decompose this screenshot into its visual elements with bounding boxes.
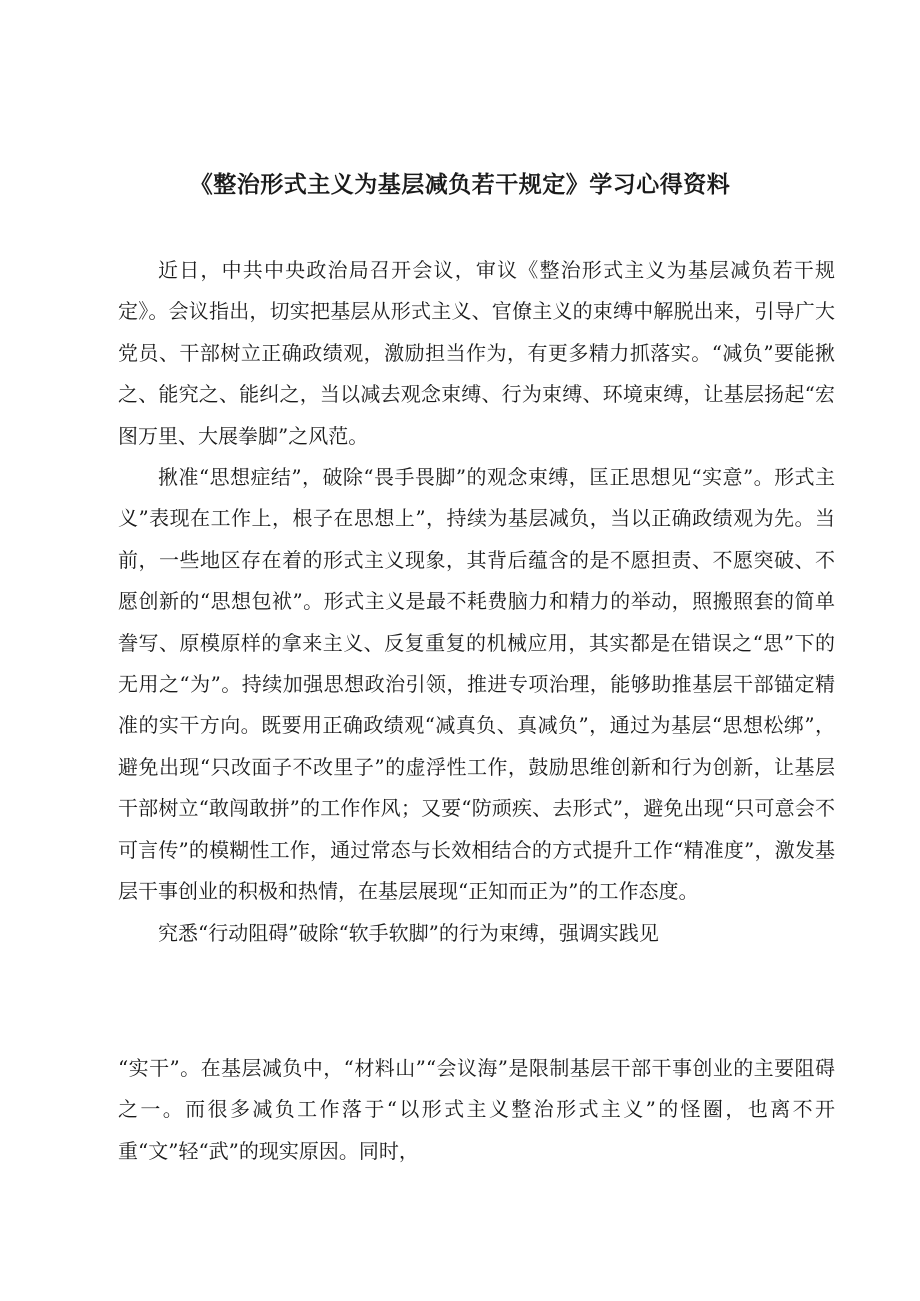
paragraph: 近日，中共中央政治局召开会议，审议《整治形式主义为基层减负若干规定》。会议指出，切实把基层从形式主义、官僚主义的束缚中解脱出来，引导广大党员、干部树立正确政绩观，激励担当作为，有更多精力抓落实。“减负”要能揪之、能究之、能纠之，当以减去观念束缚、行为束缚、环境束缚，让基层扬起“宏图万里、大展拳脚”之风范。 xyxy=(118,258,835,448)
document-title: 《整治形式主义为基层减负若干规定》学习心得资料 xyxy=(189,172,731,198)
paragraph: “实干”。在基层减负中，“材料山”“会议海”是限制基层干部干事创业的主要阻碍之一。而很多减负工作落于“以形式主义整治形式主义”的怪圈，也离不开重“文”轻“武”的现实原因。同时， xyxy=(118,1056,835,1163)
paragraph: 揪准“思想症结”，破除“畏手畏脚”的观念束缚，匡正思想见“实意”。形式主义”表现在工作上，根子在思想上”，持续为基层减负，当以正确政绩观为先。当前，一些地区存在着的形式主义现象，其背后蕴含的是不愿担责、不愿突破、不愿创新的“思想包袱”。形式主义是最不耗费脑力和精力的举动，照搬照套的简单誊写、原模原样的拿来主义、反复重复的机械应用，其实都是在错误之“思”下的无用之“为”。持续加强思想政治引领，推进专项治理，能够助推基层干部锚定精准的实干方向。既要用正确政绩观“减真负、真减负”，通过为基层“思想松绑”，避免出现“只改面子不改里子”的虚浮性工作，鼓励思维创新和行为创新，让基层干部树立“敢闯敢拼”的工作作风；又要“防顽疾、去形式”，避免出现“只可意会不可言传”的模糊性工作，通过常态与长效相结合的方式提升工作“精准度”，激发基层干事创业的积极和热情，在基层展现“正知而正为”的工作态度。 xyxy=(118,465,835,904)
document-body xyxy=(118,250,835,954)
document-body-continued xyxy=(118,1048,835,1172)
paragraph: 究悉“行动阻碍”破除“软手软脚”的行为束缚，强调实践见 xyxy=(158,920,659,945)
